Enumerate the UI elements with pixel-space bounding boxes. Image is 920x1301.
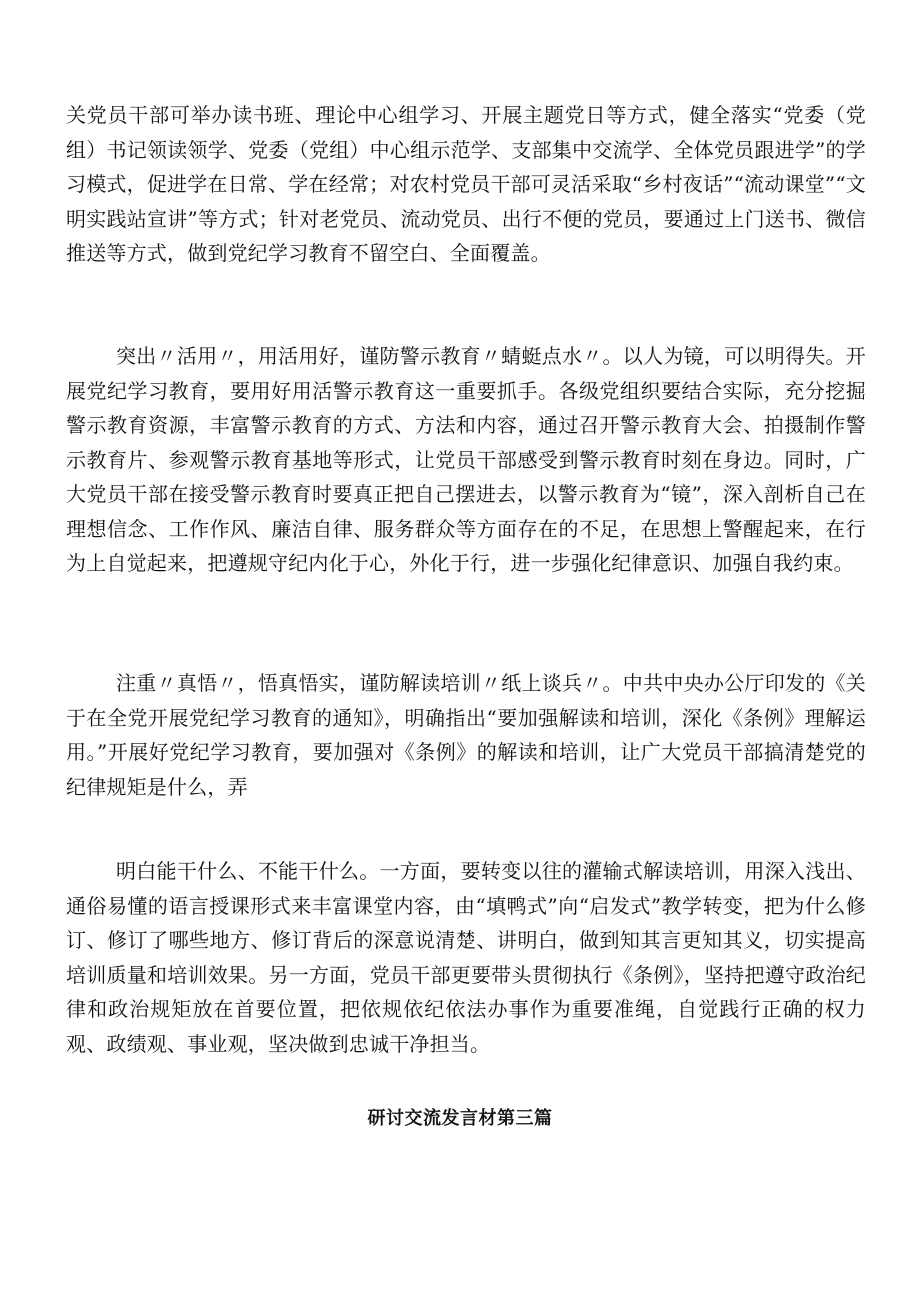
paragraph-4: 明白能干什么、不能干什么。一方面，要转变以往的灌输式解读培训，用深入浅出、通俗易懂的语言授课形式来丰富课堂内容，由“填鸭式”向“启发式”教学转变，把为什么修订、修订了哪些地方、修订背后的深意说清楚、讲明白，做到知其言更知其义，切实提高培训质量和培训效果。另一方面，党员干部更要带头贯彻执行《条例》，坚持把遵守政治纪律和政治规矩放在首要位置，把依规依纪依法办事作为重要准绳，自觉践行正确的权力观、政绩观、事业观，坚决做到忠诚干净担当。 xyxy=(66,859,866,1056)
paragraph-3: 注重〃真悟〃，悟真悟实，谨防解读培训〃纸上谈兵〃。中共中央办公厅印发的《关于在全党开展党纪学习教育的通知》，明确指出“要加强解读和培训，深化《条例》理解运用。”开展好党纪学习教育，要加强对《条例》的解读和培训，让广大党员干部搞清楚党的纪律规矩是什么，弄 xyxy=(66,671,866,799)
section-title: 研讨交流发言材第三篇 xyxy=(367,1108,553,1129)
paragraph-1: 关党员干部可举办读书班、理论中心组学习、开展主题党日等方式，健全落实“党委（党组）书记领读领学、党委（党组）中心组示范学、支部集中交流学、全体党员跟进学”的学习模式，促进学在日常、学在经常；对农村党员干部可灵活采取“乡村夜话”“流动课堂”“文明实践站宣讲”等方式；针对老党员、流动党员、出行不便的党员，要通过上门送书、微信推送等方式，做到党纪学习教育不留空白、全面覆盖。 xyxy=(66,103,866,265)
paragraph-2: 突出〃活用〃，用活用好，谨防警示教育〃蜻蜓点水〃。以人为镜，可以明得失。开展党纪学习教育，要用好用活警示教育这一重要抓手。各级党组织要结合实际，充分挖掘警示教育资源，丰富警示教育的方式、方法和内容，通过召开警示教育大会、拍摄制作警示教育片、参观警示教育基地等形式，让党员干部感受到警示教育时刻在身边。同时，广大党员干部在接受警示教育时要真正把自己摆进去，以警示教育为“镜”，深入剖析自己在理想信念、工作作风、廉洁自律、服务群众等方面存在的不足，在思想上警醒起来，在行为上自觉起来，把遵规守纪内化于心，外化于行，进一步强化纪律意识、加强自我约束。 xyxy=(66,344,866,575)
